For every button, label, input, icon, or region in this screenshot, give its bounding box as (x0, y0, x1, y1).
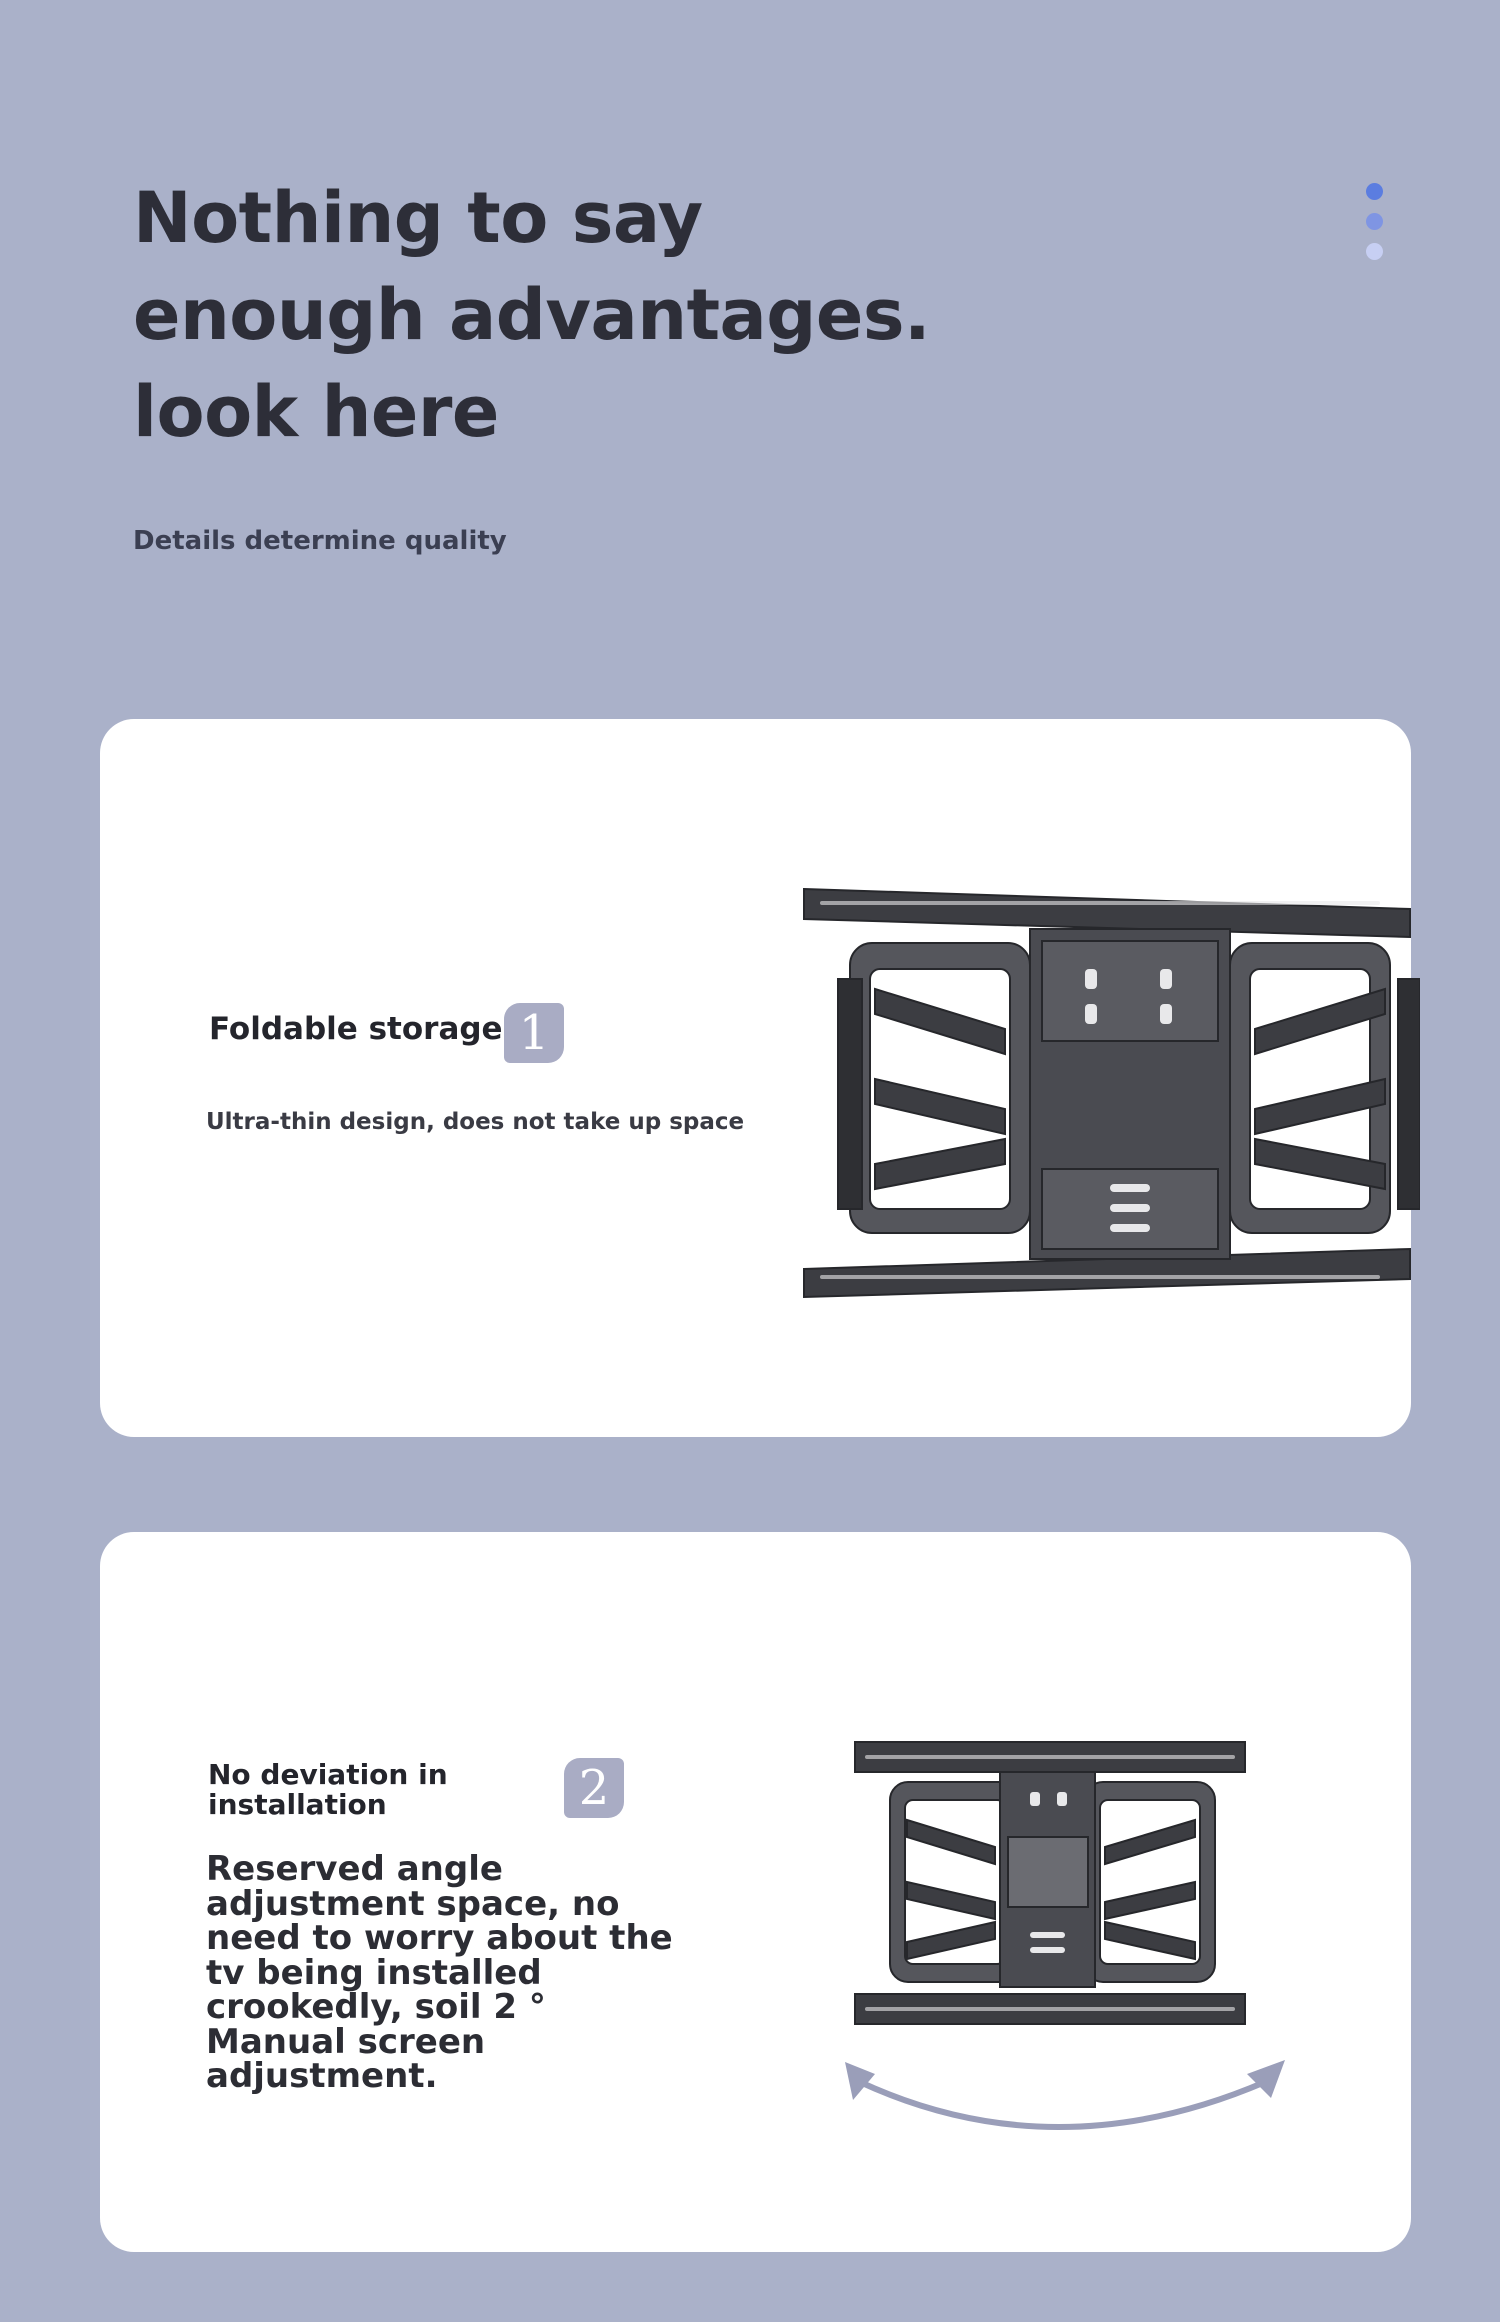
tv-mount-folded-image (800, 879, 1420, 1299)
tilt-arrow-heads (845, 2060, 1285, 2100)
feature-description: Reserved angle adjustment space, no need to worry about the tv being installed crookedly, soil 2 ° Manual screen adjustment. (206, 1849, 673, 2096)
feature-title: Foldable storage (209, 1011, 503, 1047)
pager-dot-2[interactable] (1366, 213, 1383, 230)
tilt-arrow-icon (860, 2082, 1265, 2127)
feature-title: No deviation in installation (208, 1758, 448, 1821)
feature-card-foldable (100, 719, 1411, 1437)
tv-mount-tilt-image (845, 1732, 1365, 2212)
pager-dots (1366, 183, 1386, 273)
headline-line-3: look here (133, 371, 499, 453)
feature-description: Ultra-thin design, does not take up space (206, 1109, 745, 1135)
pager-dot-3[interactable] (1366, 243, 1383, 260)
page-subtitle: Details determine quality (133, 526, 507, 556)
feature-number-badge: 1 (504, 1003, 564, 1063)
headline-line-1: Nothing to say (133, 177, 703, 259)
feature-number-badge: 2 (564, 1758, 624, 1818)
feature-card-no-deviation (100, 1532, 1411, 2252)
pager-dot-1[interactable] (1366, 183, 1383, 200)
headline-line-2: enough advantages. (133, 274, 931, 356)
page-headline (133, 170, 930, 461)
